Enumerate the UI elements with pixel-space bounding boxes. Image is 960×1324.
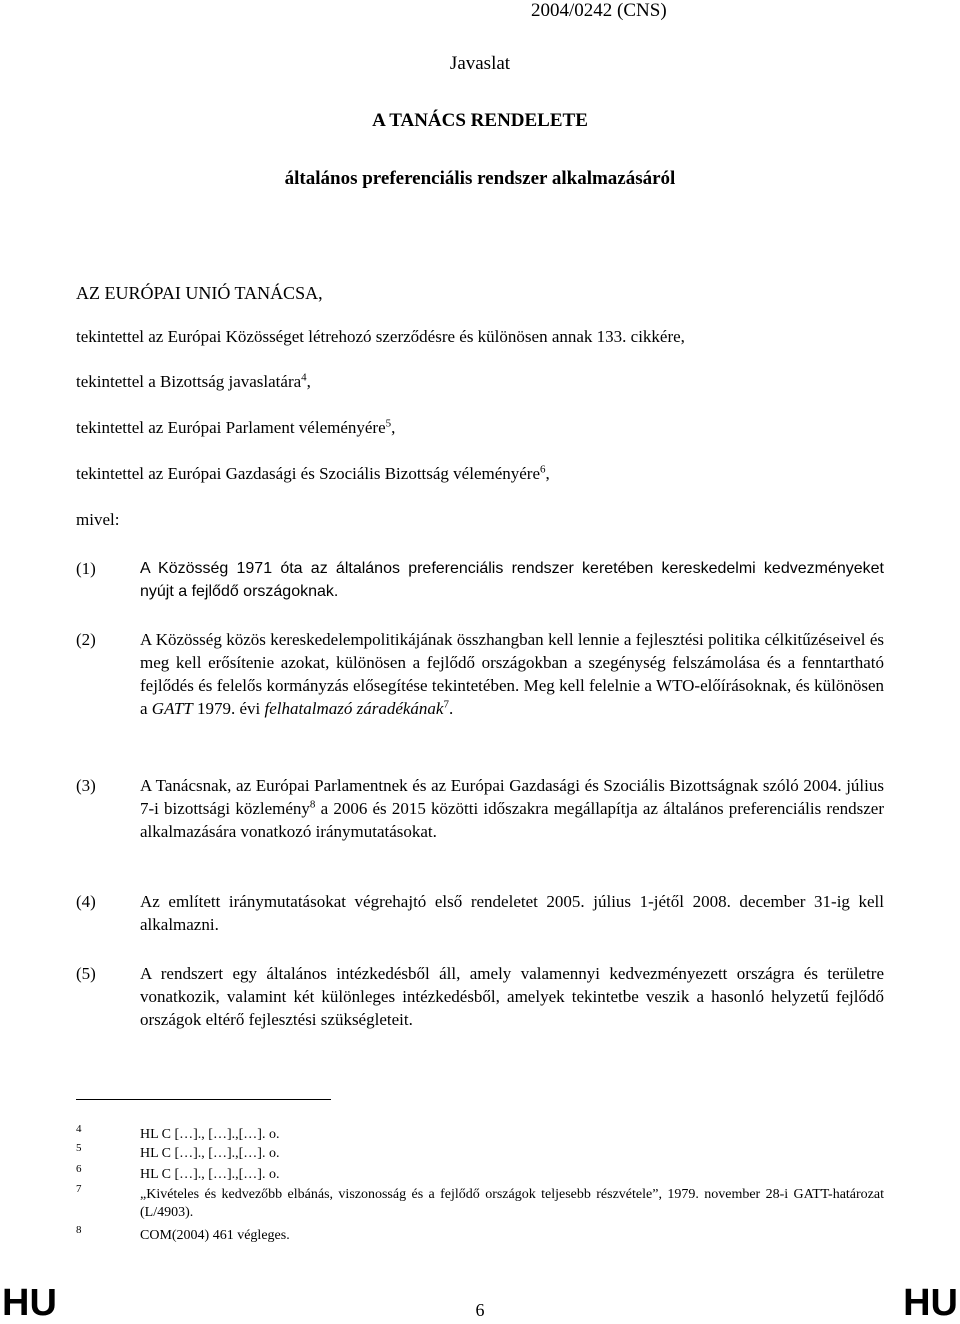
recital-number: (4) [76,892,96,911]
recital-number: (3) [76,776,96,795]
footnote-4 [76,1123,884,1144]
footnote-6 [76,1163,884,1184]
recital-3 [76,774,884,843]
recital-number: (1) [76,559,96,578]
recital-text: A Közösség közös kereskedelempolitikájának összhangban kell lennie a fejlesztési politika célkitűzéseivel és meg kell erősítenie azokat, különösen a fejlődő országokban a szegénység felszámolása és a fenntartható fejlődés és felelős kormányzás elősegítése tekintetében. Meg kell felelnie a WTO-előírásoknak, és különösen a GATT 1979. évi felhatalmazó záradékának$^7$. [140,630,884,718]
footnote-7 [76,1183,884,1222]
institution-name: AZ EURÓPAI UNIÓ TANÁCSA, [76,283,323,303]
footnote-number: 5 [76,1142,82,1154]
footnote-number: 8 [76,1224,82,1236]
recital-2 [76,628,884,720]
recital-4 [76,890,884,936]
citation-parliament: tekintettel az Európai Parlament véleményére$^5$, [76,417,396,437]
recital-number: (5) [76,964,96,983]
recital-1 [76,557,884,603]
document-reference: 2004/0242 (CNS) [531,0,667,21]
footnote-text: COM(2004) 461 végleges. [140,1228,290,1243]
whereas-label: mivel: [76,510,120,529]
footnote-text: HL C […]., […].,[…]. o. [140,1146,280,1161]
language-code-left: HU [2,1282,57,1324]
recital-text: A Közösség 1971 óta az általános preferenciális rendszer keretében kereskedelmi kedvezményeket nyújt a fejlődő országoknak. [140,560,884,600]
footnote-separator [76,1099,331,1100]
footnote-text: „Kivételes és kedvezőbb elbánás, viszonosság és a fejlődő országok teljesebb részvétele”, 1979. november 28-i GATT-határozat (L/4903). [140,1187,884,1220]
citation-commission: tekintettel a Bizottság javaslatára$^4$, [76,371,311,391]
language-code-right: HU [903,1282,958,1324]
footnote-number: 7 [76,1183,82,1195]
recital-text: A rendszert egy általános intézkedésből áll, amely valamennyi kedvezményezett országra és területre vonatkozik, valamint két különleges intézkedésből, amelyek tekintetbe veszik a hasonló helyzetű fejlődő országok eltérő fejlesztési szükségleteit. [140,964,884,1029]
recital-text: Az említett iránymutatásokat végrehajtó első rendeletet 2005. július 1-jétől 2008. december 31-ig kell alkalmazni. [140,892,884,934]
citation-esc: tekintettel az Európai Gazdasági és Szociális Bizottság véleményére$^6$, [76,463,550,483]
footnote-number: 6 [76,1163,82,1175]
footnote-8 [76,1224,884,1245]
footnote-5 [76,1142,884,1163]
proposal-label: Javaslat [449,53,511,74]
footnote-number: 4 [76,1123,82,1135]
recital-number: (2) [76,630,96,649]
page-number: 6 [475,1300,485,1320]
recital-5 [76,962,884,1031]
regulation-subject: általános preferenciális rendszer alkalmazásáról [284,168,676,189]
citation-treaty: tekintettel az Európai Közösséget létrehozó szerződésre és különösen annak 133. cikkére, [76,327,685,346]
recital-text: A Tanácsnak, az Európai Parlamentnek és az Európai Gazdasági és Szociális Bizottságnak szóló 2004. július 7-i bizottsági közlemény$^8$ a 2006 és 2015 közötti időszakra megállapítja az általános preferenciális rendszer alkalmazására vonatkozó iránymutatásokat. [140,776,884,841]
footnote-text: HL C […]., […].,[…]. o. [140,1167,280,1182]
regulation-title: A TANÁCS RENDELETE [372,110,588,131]
footnote-text: HL C […]., […].,[…]. o. [140,1127,280,1142]
